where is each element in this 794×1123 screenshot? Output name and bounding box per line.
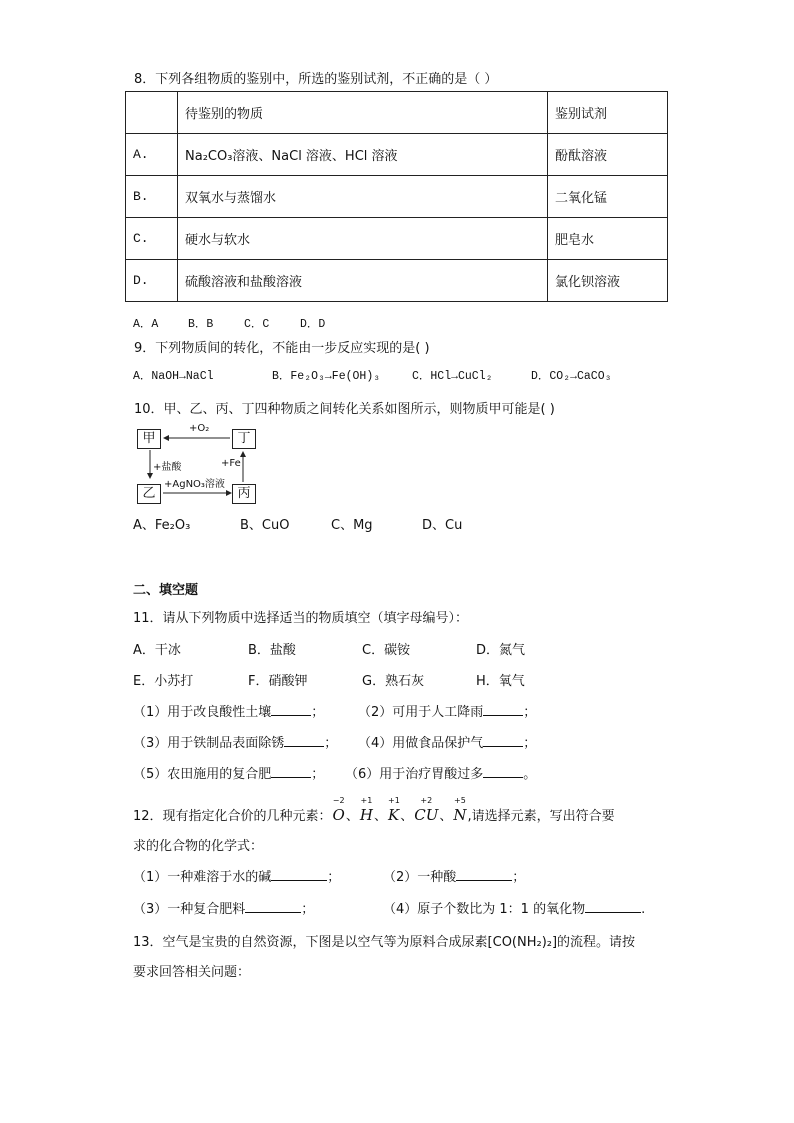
section-title: 二、填空题 [133, 583, 199, 598]
item-text: （3）用于铁制品表面除锈 [133, 736, 285, 751]
table-cell: D. [126, 260, 178, 302]
item-punct: 。 [523, 767, 537, 782]
item-text: （2）可用于人工降雨 [358, 705, 484, 720]
table-cell: 硫酸溶液和盐酸溶液 [178, 260, 548, 302]
q11-item [133, 763, 324, 782]
valence: +1 [360, 796, 373, 805]
q8-option-d: D．D [300, 318, 326, 331]
element-cu [414, 796, 439, 824]
answer-blank[interactable] [245, 900, 301, 913]
answer-blank[interactable] [483, 765, 523, 778]
table-cell: 氯化钡溶液 [548, 260, 668, 302]
item-text: （3）一种复合肥料 [133, 902, 246, 917]
q11-choice: F．硝酸钾 [248, 674, 308, 689]
item-punct: ； [324, 736, 338, 751]
node-bing: 丙 [232, 484, 256, 504]
item-text: （2）一种酸 [383, 870, 457, 885]
table-cell: B. [126, 176, 178, 218]
table-cell: 鉴别试剂 [548, 92, 668, 134]
item-punct: ； [311, 705, 325, 720]
table-row [126, 218, 668, 260]
q12-item [133, 866, 340, 885]
edge-label-top: +O₂ [189, 423, 210, 434]
answer-blank[interactable] [271, 868, 327, 881]
sep: 、 [439, 809, 453, 824]
sep: 、 [400, 809, 414, 824]
q13-line1: 13．空气是宝贵的自然资源，下图是以空气等为原料合成尿素[CO(NH₂)₂]的流程。请按 [133, 935, 636, 950]
table-row [126, 260, 668, 302]
valence: +2 [420, 796, 433, 805]
q11-item [133, 732, 337, 751]
q9-option-a: A．NaOH→NaCl [133, 370, 214, 383]
table-cell: 肥皂水 [548, 218, 668, 260]
q9-stem: 9．下列物质间的转化，不能由一步反应实现的是( ) [134, 341, 430, 356]
q8-option-b: B．B [188, 318, 214, 331]
q11-choice: G．熟石灰 [362, 674, 425, 689]
table-cell: 硬水与软水 [178, 218, 548, 260]
q12-item [383, 866, 525, 885]
element-o [332, 796, 345, 824]
answer-blank[interactable] [456, 868, 512, 881]
q12-stem-line1 [133, 796, 615, 824]
symbol: O [332, 806, 345, 824]
q12-stem-line2: 求的化合物的化学式： [133, 839, 264, 854]
item-punct: ； [327, 870, 341, 885]
q11-choice: A．干冰 [133, 643, 181, 658]
q11-choice: B．盐酸 [248, 643, 296, 658]
q11-item [358, 701, 536, 720]
table-cell: A. [126, 134, 178, 176]
table-row [126, 92, 668, 134]
answer-blank[interactable] [271, 765, 311, 778]
item-punct: ； [301, 902, 315, 917]
table-cell [126, 92, 178, 134]
q9-option-d: D．CO₂→CaCO₃ [531, 370, 612, 383]
answer-blank[interactable] [271, 703, 311, 716]
node-yi: 乙 [137, 484, 161, 504]
table-cell: C. [126, 218, 178, 260]
edge-label-bottom: +AgNO₃溶液 [164, 479, 225, 490]
q9-option-b: B．Fe₂O₃→Fe(OH)₃ [272, 370, 381, 383]
item-text: （1）一种难溶于水的碱 [133, 870, 272, 885]
node-ding: 丁 [232, 429, 256, 449]
item-text: （4）原子个数比为 1：1 的氧化物 [383, 902, 586, 917]
item-text: （4）用做食品保护气 [358, 736, 484, 751]
table-cell: Na₂CO₃溶液、NaCl 溶液、HCl 溶液 [178, 134, 548, 176]
q11-stem: 11．请从下列物质中选择适当的物质填空（填字母编号）： [133, 611, 469, 626]
valence: +5 [454, 796, 466, 805]
q8-option-a: A．A [133, 318, 159, 331]
q12-item [383, 898, 645, 917]
q12-item [133, 898, 314, 917]
symbol: N [453, 806, 467, 824]
q8-table [125, 91, 668, 302]
q8-stem: 8．下列各组物质的鉴别中，所选的鉴别试剂，不正确的是（ ） [134, 72, 498, 87]
table-cell: 酚酞溶液 [548, 134, 668, 176]
q11-choice: C．碳铵 [362, 643, 411, 658]
sep: 、 [373, 809, 387, 824]
item-punct: ； [523, 705, 537, 720]
item-punct: . [641, 902, 646, 917]
table-cell: 待鉴别的物质 [178, 92, 548, 134]
q11-item [345, 763, 536, 782]
valence: +1 [387, 796, 400, 805]
q11-item [133, 701, 324, 720]
sep: 、 [345, 809, 359, 824]
item-punct: ； [512, 870, 526, 885]
item-punct: ； [523, 736, 537, 751]
q9-option-c: C．HCl→CuCl₂ [412, 370, 493, 383]
symbol: CU [414, 806, 439, 824]
stem-text: ,请选择元素，写出符合要 [467, 809, 615, 824]
symbol: H [359, 806, 373, 824]
item-text: （5）农田施用的复合肥 [133, 767, 272, 782]
answer-blank[interactable] [284, 734, 324, 747]
element-h [359, 796, 373, 824]
node-jia: 甲 [137, 429, 161, 449]
q10-option-a: A、Fe₂O₃ [133, 518, 191, 533]
answer-blank[interactable] [585, 900, 641, 913]
table-cell: 二氧化锰 [548, 176, 668, 218]
valence: −2 [332, 796, 345, 805]
item-punct: ； [311, 767, 325, 782]
q13-line2: 要求回答相关问题： [133, 965, 251, 980]
q11-choice: D．氮气 [476, 643, 526, 658]
item-text: （6）用于治疗胃酸过多 [345, 767, 484, 782]
stem-text: 12．现有指定化合价的几种元素： [133, 809, 332, 824]
answer-blank[interactable] [483, 734, 523, 747]
q11-choice: E．小苏打 [133, 674, 194, 689]
table-row [126, 134, 668, 176]
q11-item [358, 732, 536, 751]
symbol: K [387, 806, 400, 824]
q10-option-b: B、CuO [240, 518, 290, 533]
table-cell: 双氧水与蒸馏水 [178, 176, 548, 218]
q10-option-d: D、Cu [422, 518, 463, 533]
edge-label-left: +盐酸 [153, 462, 182, 473]
q8-option-c: C．C [244, 318, 270, 331]
element-n [453, 796, 467, 824]
element-k [387, 796, 400, 824]
edge-label-right: +Fe [221, 458, 241, 469]
item-text: （1）用于改良酸性土壤 [133, 705, 272, 720]
table-row [126, 176, 668, 218]
q10-option-c: C、Mg [331, 518, 373, 533]
answer-blank[interactable] [483, 703, 523, 716]
q11-choice: H．氧气 [476, 674, 525, 689]
q10-stem: 10．甲、乙、丙、丁四种物质之间转化关系如图所示，则物质甲可能是( ) [134, 402, 555, 417]
